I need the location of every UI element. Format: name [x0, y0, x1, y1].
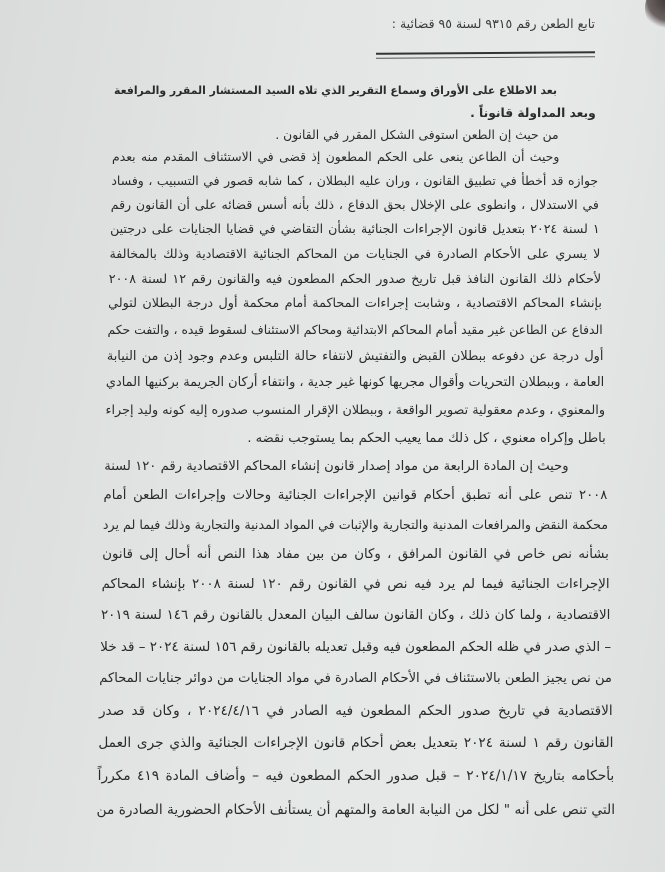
- text-line: محكمة النقض والمرافعات المدنية والتجارية والإثبات في المواد المدنية والتجارية وذلك فيما لم يرد: [102, 517, 609, 533]
- text-line: ٢٠٠٨ تنص على أنه تطبق أحكام قوانين الإجراءات الجنائية وحالات وإجراءات الطعن أمام: [103, 487, 608, 503]
- text-line: وحيث إن المادة الرابعة من مواد إصدار قانون إنشاء المحاكم الاقتصادية رقم ١٢٠ لسنة: [104, 458, 569, 474]
- text-line: لأحكام ذلك القانون النافذ قبل تاريخ صدور الحكم المطعون فيه والقانون رقم ١٢ لسنة ٢٠٠٨: [108, 270, 602, 286]
- text-line: من نص يجيز الطعن بالاستئناف في الأحكام الصادرة في مواد الجنايات من دوائر جنايات المحاكم: [99, 670, 612, 686]
- text-line: الاقتصادية ، ولما كان ذلك ، وكان القانون سالف البيان المعدل بالقانون رقم ١٤٦ لسنة ٢٠١٩: [100, 607, 611, 623]
- text-line: التي تنص على أنه " لكل من النيابة العامة والمتهم أن يستأنف الأحكام الحضورية الصادرة من: [96, 801, 615, 818]
- text-line: أول درجة عن دفوعه ببطلان القبض والتفتيش لانتفاء حالة التلبس وعدم وجود إذن من النيابة: [106, 348, 604, 364]
- text-line: العامة ، وببطلان التحريات وأقوال مجريها كونها غير جدية ، وانتفاء أركان الجريمة بركنيها المادي: [105, 375, 605, 391]
- text-line: بإنشاء المحاكم الاقتصادية ، وشابت إجراءات المحاكمة أمام محكمة أول درجة البطلان لتولي: [108, 296, 602, 312]
- text-line: ١ لسنة ٢٠٢٤ بتعديل قانون الإجراءات الجنائية بشأن التقاضي في قضايا الجنايات على درجتين: [110, 221, 600, 237]
- text-line: في الاستدلال ، وانطوى على الإخلال بحق الدفاع ، ذلك بأنه أسس قضائه على أن القانون رقم: [110, 197, 599, 213]
- text-line: باطل وإكراه معنوي ، كل ذلك مما يعيب الحكم بما يستوجب نقضه .: [247, 430, 606, 446]
- text-line: القانون رقم ١ لسنة ٢٠٢٤ بتعديل بعض أحكام قانون الإجراءات الجنائية والذي جرى العمل: [98, 735, 614, 752]
- text-line: بأحكامه بتاريخ ٢٠٢٤/١/١٧ – قبل صدور الحكم المطعون فيه – وأضاف المادة ٤١٩ مكرراً: [97, 768, 615, 785]
- text-line: والمعنوي ، وعدم معقولية تصوير الواقعة ، وببطلان الإقرار المنسوب صدوره إليه كونه وليد إجراء: [105, 402, 605, 418]
- text-line: الإجراءات الجنائية فيما لم يرد فيه نص في القانون رقم ١٢٠ لسنة ٢٠٠٨ بإنشاء المحاكم: [101, 577, 610, 593]
- text-line: جوازه قد أخطأ في تطبيق القانون ، وران عليه البطلان ، كما شابه قصور في التسبيب ، وفساد: [111, 173, 599, 189]
- page-corner-shadow: [645, 0, 665, 30]
- text-line: بعد الاطلاع على الأوراق وسماع التقرير الذي تلاه السيد المستشار المقرر والمرافعة: [114, 83, 557, 97]
- page-header: تابع الطعن رقم ٩٣١٥ لسنة ٩٥ قضائية :: [391, 16, 595, 31]
- text-line: لا يسري على الأحكام الصادرة في الجنايات من المحاكم الجنائية الاقتصادية وذلك بالمخالفة: [109, 245, 601, 261]
- text-line: وحيث أن الطاعن ينعى على الحكم المطعون إذ قضى في الاستئناف المقدم منه بعدم: [112, 150, 560, 165]
- text-line: الاقتصادية في تاريخ صدور الحكم المطعون فيه الصادر في ٢٠٢٤/٤/١٦ ، وكان قد صدر: [98, 702, 613, 719]
- text-line: الدفاع عن الطاعن غير مقيد أمام المحاكم الابتدائية ومحاكم الاستئناف لسقوط قيده ، والتفت حكم: [107, 322, 603, 338]
- text-line: بشأنه نص خاص في القانون المرافق ، وكان من بين مفاد هذا النص أنه أحال إلى قانون: [102, 546, 609, 562]
- text-line: – الذي صدر في ظله الحكم المطعون فيه وقبل تعديله بالقانون رقم ١٥٦ لسنة ٢٠٢٤ – قد خلا: [100, 638, 612, 655]
- text-line: وبعد المداولة قانوناً .: [470, 105, 596, 120]
- text-line: من حيث إن الطعن استوفى الشكل المقرر في القانون .: [275, 127, 559, 142]
- header-double-rule: [376, 51, 595, 59]
